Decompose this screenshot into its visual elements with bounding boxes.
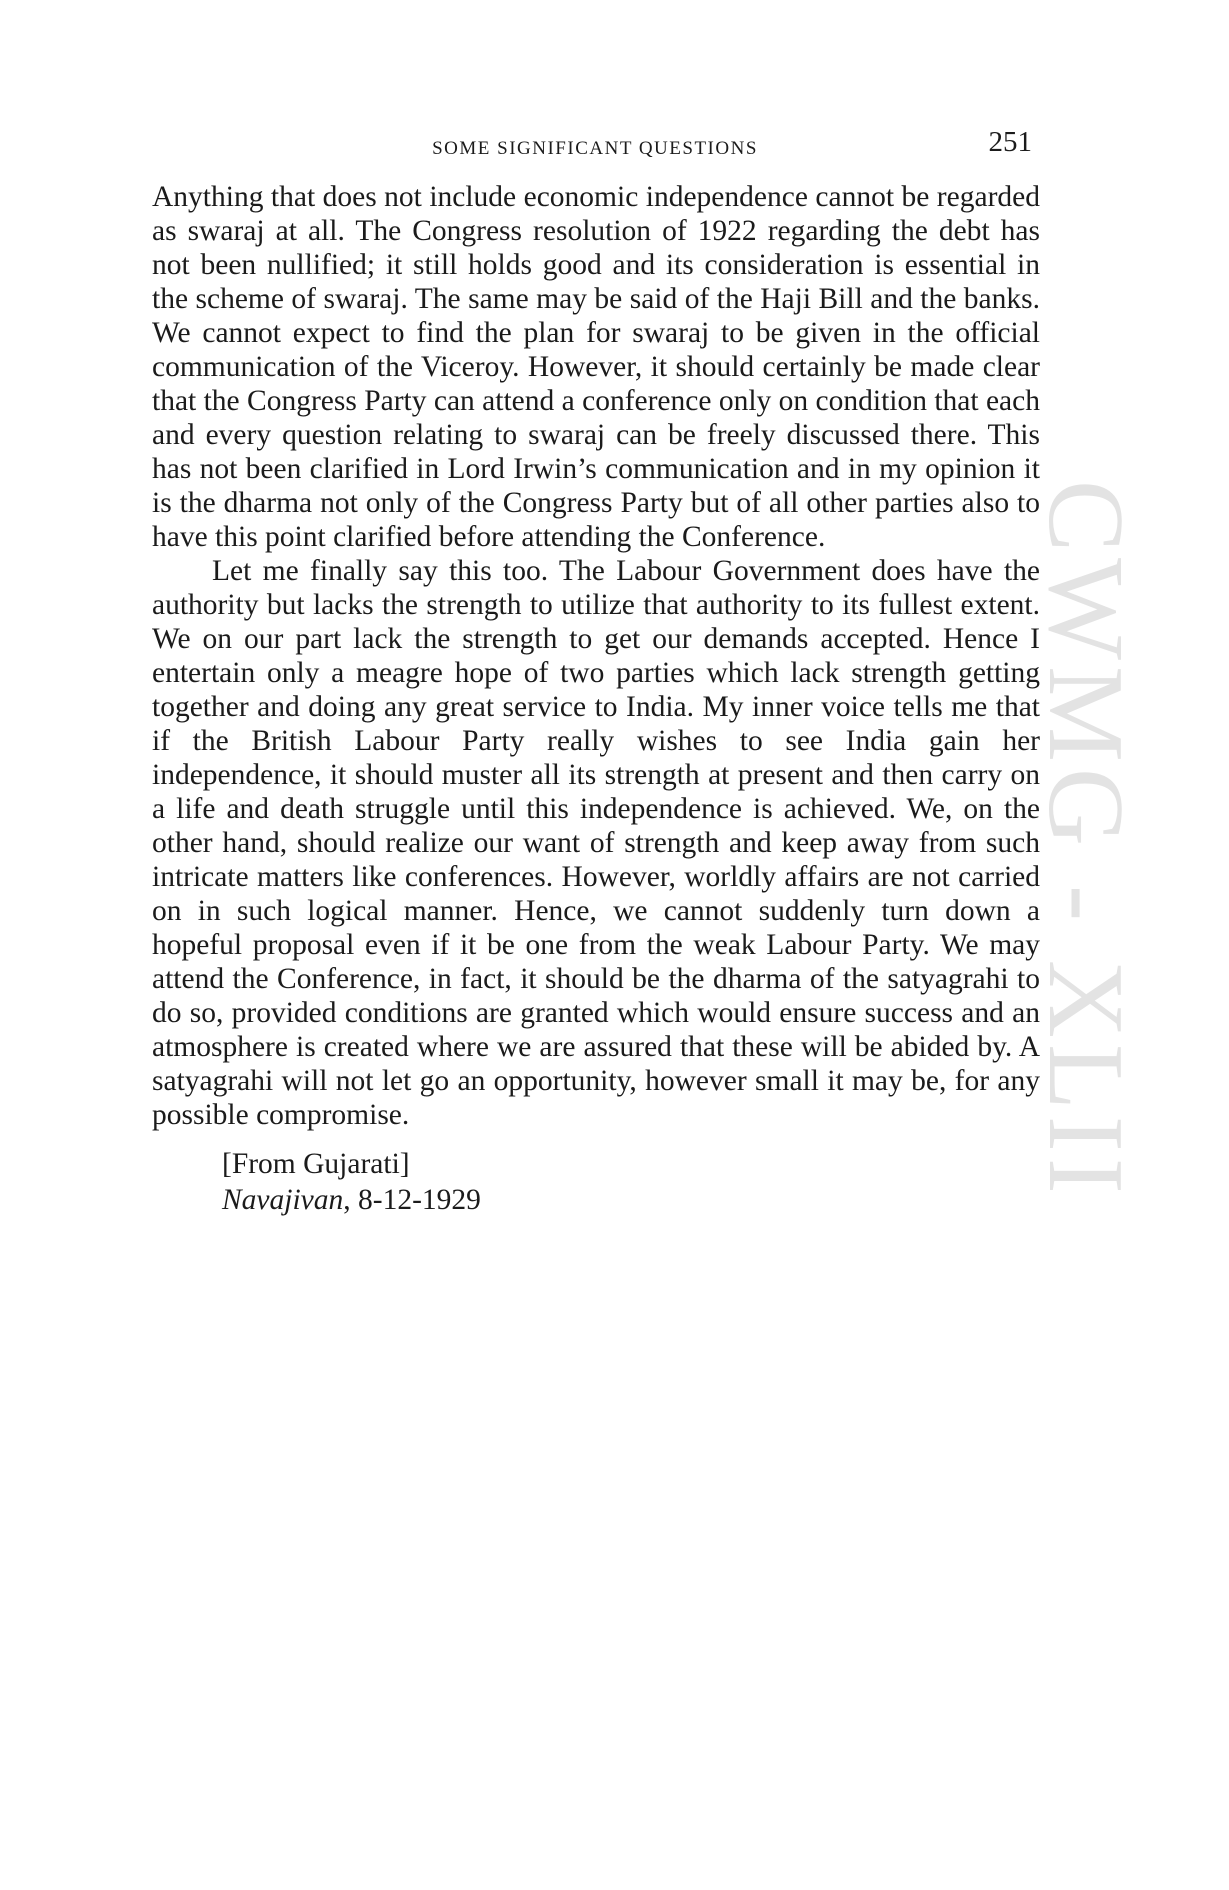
body-text: [152, 180, 1040, 1218]
paragraph-2: Let me finally say this too. The Labour Government does have the authority but lacks the strength to utilize that authority to its fullest extent. We on our part lack the strength to get our demands accepted. Hence I entertain only a meagre hope of two parties which lack strength getting together and doing any great service to India. My inner voice tells me that if the British Labour Party really wishes to see India gain her independence, it should muster all its strength at present and then carry on a life and death struggle until this independence is achieved. We, on the other hand, should realize our want of strength and keep away from such intricate matters like conferences. However, worldly affairs are not carried on in such logical manner. Hence, we cannot suddenly turn down a hopeful proposal even if it be one from the weak Labour Party. We may attend the Conference, in fact, it should be the dharma of the satyagrahi to do so, provided conditions are granted which would ensure success and an atmosphere is created where we are assured that these will be abided by. A satyagrahi will not let go an opportunity, however small it may be, for any possible compromise.: [152, 555, 1040, 1131]
source-citation: [222, 1146, 1040, 1218]
publication-name: Navajivan: [222, 1184, 344, 1216]
publication-date: 8-12-1929: [358, 1184, 481, 1216]
source-publication-line: Navajivan, 8-12-1929: [222, 1184, 481, 1216]
paragraph-1: Anything that does not include economic independence cannot be regarded as swaraj at all. The Congress resolution of 1922 regarding the debt has not been nullified; it still holds good and its consideration is essential in the scheme of swaraj. The same may be said of the Haji Bill and the banks. We cannot expect to find the plan for swaraj to be given in the official communication of the Viceroy. However, it should certainly be made clear that the Congress Party can attend a conference only on condition that each and every question relating to swaraj can be freely discussed there. This has not been clarified in Lord Irwin’s communication and in my opinion it is the dharma not only of the Congress Party but of all other parties also to have this point clarified before attending the Conference.: [152, 181, 1040, 553]
running-title: SOME SIGNIFICANT QUESTIONS: [432, 138, 758, 159]
page-number: 251: [988, 126, 1032, 158]
source-language-note: [From Gujarati]: [222, 1148, 410, 1180]
watermark-text: CWMG - XLII: [1026, 480, 1145, 1200]
running-head: [150, 126, 1040, 166]
